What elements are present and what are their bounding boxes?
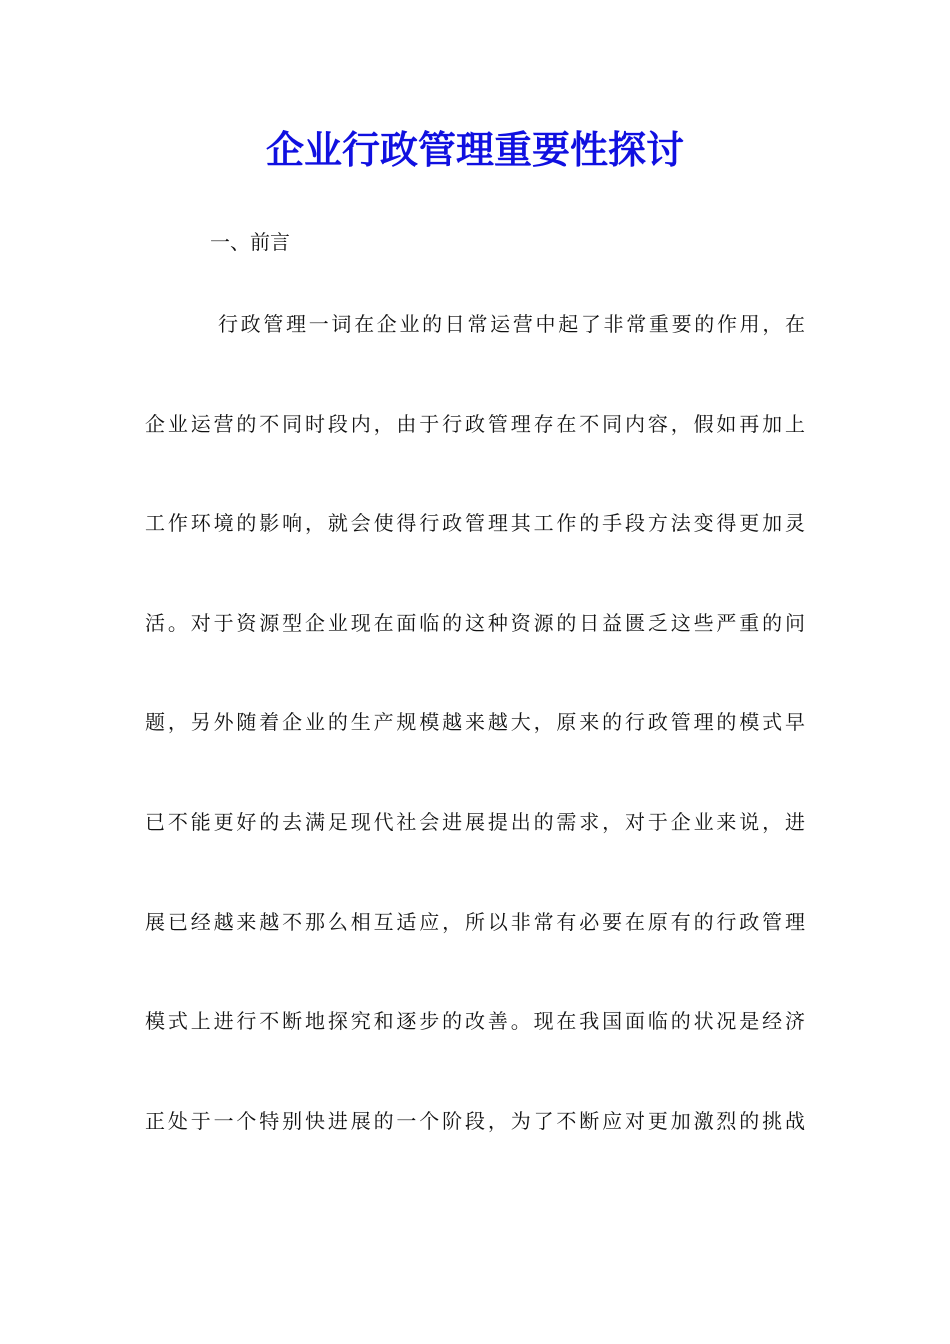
section-heading: 一、前言 [210,230,290,254]
body-line: 正处于一个特别快进展的一个阶段，为了不断应对更加激烈的挑战 [145,1109,805,1133]
body-line: 题，另外随着企业的生产规模越来越大，原来的行政管理的模式早 [145,710,805,734]
document-title: 企业行政管理重要性探讨 [265,127,684,172]
body-line: 展已经越来越不那么相互适应，所以非常有必要在原有的行政管理 [145,910,805,934]
body-line: 行政管理一词在企业的日常运营中起了非常重要的作用，在 [218,312,805,336]
body-line: 已不能更好的去满足现代社会进展提出的需求，对于企业来说，进 [145,810,805,834]
body-line: 模式上进行不断地探究和逐步的改善。现在我国面临的状况是经济 [145,1009,805,1033]
body-line: 活。对于资源型企业现在面临的这种资源的日益匮乏这些严重的问 [145,611,805,635]
body-line: 工作环境的影响，就会使得行政管理其工作的手段方法变得更加灵 [145,511,805,535]
body-line: 企业运营的不同时段内，由于行政管理存在不同内容，假如再加上 [145,412,805,436]
